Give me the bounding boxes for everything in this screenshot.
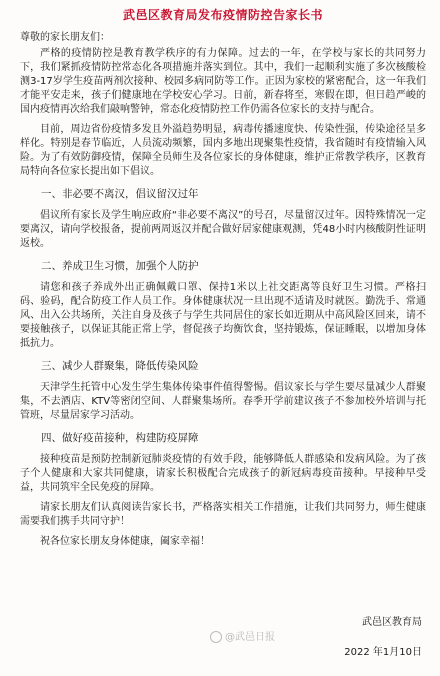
intro-paragraph-2: 目前，周边省份疫情多发且外溢趋势明显，病毒传播速度快、传染性强，传染途径呈多样化。特别是春节临近，人员流动频繁，国内多地出现聚集性疫情，我省随时有疫情输入风险。为了有效防御疫情，保障全员师生及各位家长的身体健康，维护正常教学秩序，区教育局特向各位家长提出如下倡议。 — [20, 124, 426, 177]
watermark — [210, 628, 275, 643]
section-heading-4: 四、做好疫苗接种，构建防疫屏障 — [41, 432, 199, 444]
section-heading-1: 一、非必要不离汉，倡议留汉过年 — [41, 188, 199, 200]
section-4-paragraph-1: 接种疫苗是预防控制新冠肺炎疫情的有效手段，能够降低人群感染和发病风险。为了孩子个人健康和大家共同健康，请家长积极配合完成孩子的新冠病毒疫苗接种。早接种早受益，共同筑牢全民免疫的屏障。 — [20, 454, 426, 493]
section-heading-3: 三、减少人群聚集，降低传染风险 — [41, 360, 199, 372]
section-heading-2: 二、养成卫生习惯，加强个人防护 — [41, 260, 199, 272]
closing-greeting: 祝各位家长朋友身体健康，阖家幸福！ — [40, 536, 210, 547]
section-1-paragraph: 倡议所有家长及学生响应政府“非必要不离汉”的号召，尽量留汉过年。因特殊情况一定要离汉，请向学校报备，提前两周返汉并配合做好居家健康观测，凭48小时内核酸阴性证明返校。 — [20, 210, 426, 249]
signature-date: 2022 年1月10日 — [344, 647, 422, 658]
section-4-paragraph-2: 请家长朋友们认真阅读告家长书，严格落实相关工作措施，让我们共同努力，师生健康需要我们携手共同守护！ — [20, 502, 426, 527]
letter-title: 武邑区教育局发布疫情防控告家长书 — [122, 8, 323, 22]
section-2-paragraph: 请您和孩子养成外出正确佩戴口罩、保持1米以上社交距离等良好卫生习惯。严格扫码、验码，配合防疫工作人员工作。身体健康状况一旦出现不适请及时就医。勤洗手、常通风、出入公共场所，关注自身及孩子与学生共同居住的家长如近期从中高风险区回来，请不要接触孩子，以保证其能正常上学，督促孩子均衡饮食，坚持锻炼，保证睡眠，以增加身体抵抗力。 — [20, 282, 426, 349]
watermark-text: @武邑日报 — [225, 632, 275, 643]
signature-org: 武邑区教育局 — [362, 617, 422, 628]
weibo-icon — [210, 631, 222, 643]
salutation: 尊敬的家长朋友们： — [20, 32, 110, 43]
section-3-paragraph: 天津学生托管中心发生学生集体传染事件值得警惕。倡议家长与学生要尽量减少人群聚集，不去酒店、KTV等密闭空间、人群聚集场所。春季开学前建议孩子不参加校外培训与托管班，尽量居家学习活动。 — [20, 382, 426, 421]
intro-paragraph-1: 严格的疫情防控是教育教学秩序的有力保障。过去的一年，在学校与家长的共同努力下，我们紧抓疫情防控常态化各项措施并落实到位。其中，我们一起顺利实施了多次核酸检测3-17岁学生疫苗两剂次接种、校园多病同防等工作。正因为家校的紧密配合，这一年我们才能平安走来，孩子们健康地在学校安心学习。日前，新春将至，寒假在即，但日趋严峻的国内疫情再次给我们敲响警钟，常态化疫情防控工作仍需各位家长的支持与配合。 — [20, 48, 426, 115]
